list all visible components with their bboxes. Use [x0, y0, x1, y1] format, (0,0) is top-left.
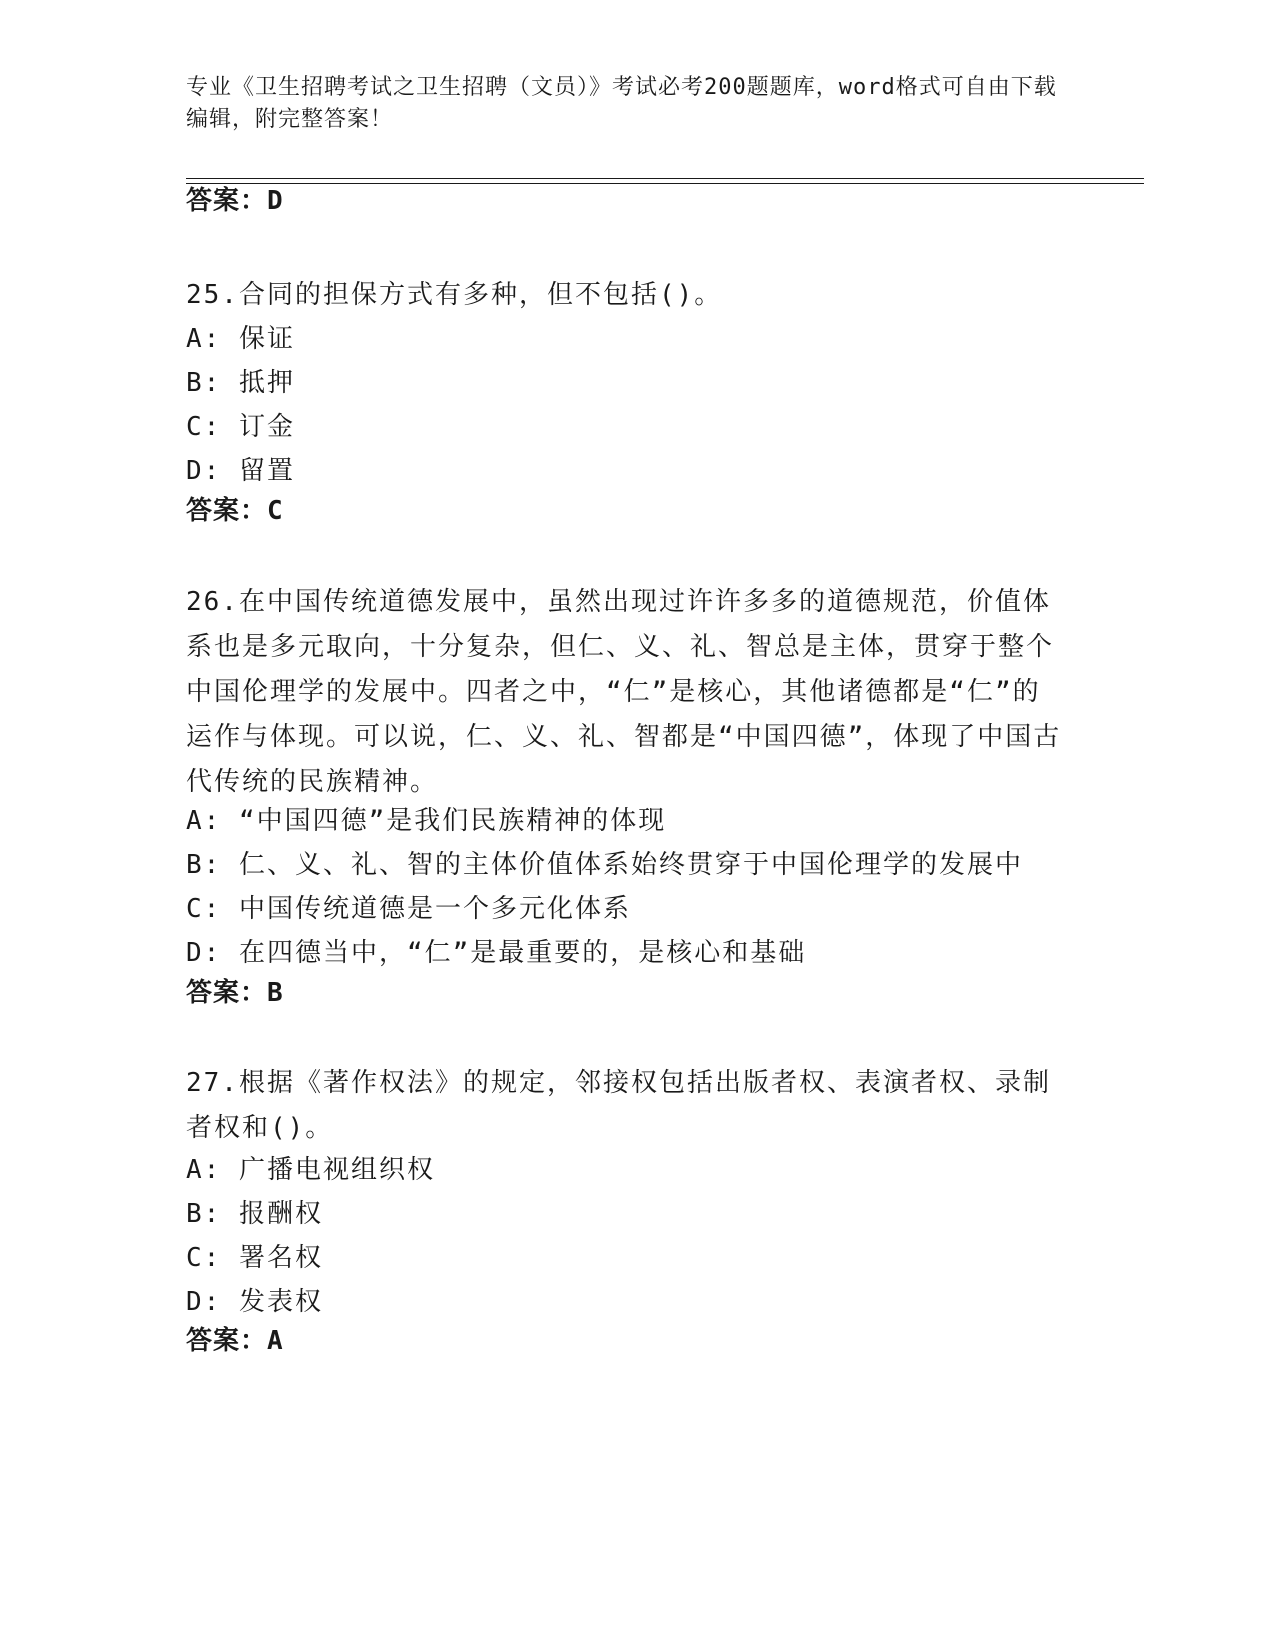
answer-label: 答案： — [186, 496, 268, 526]
option-c: C: 订金 — [186, 412, 295, 442]
option-b: B: 抵押 — [186, 368, 295, 398]
answer-line — [186, 1324, 284, 1358]
option-d: D: 在四德当中，“仁”是最重要的，是核心和基础 — [186, 938, 807, 968]
question-stem: 27.根据《著作权法》的规定，邻接权包括出版者权、表演者权、录制者权和()。 — [186, 1068, 1051, 1143]
option-a: A: 广播电视组织权 — [186, 1155, 435, 1185]
answer-label: 答案： — [186, 186, 268, 216]
answer-label: 答案： — [186, 1326, 268, 1356]
question-stem: 26.在中国传统道德发展中，虽然出现过许许多多的道德规范，价值体系也是多元取向，十分复杂，但仁、义、礼、智总是主体，贯穿于整个中国伦理学的发展中。四者之中，“仁”是核心，其他诸德都是“仁”的运作与体现。可以说，仁、义、礼、智都是“中国四德”，体现了中国古代传统的民族精神。 — [186, 587, 1062, 797]
answer-value: B — [267, 978, 284, 1008]
option-c: C: 中国传统道德是一个多元化体系 — [186, 894, 631, 924]
option-a: A: “中国四德”是我们民族精神的体现 — [186, 806, 667, 836]
question-stem: 25.合同的担保方式有多种，但不包括()。 — [186, 280, 723, 310]
answer-value: D — [267, 186, 284, 216]
answer-line — [186, 976, 284, 1010]
header-divider-bottom — [186, 183, 1144, 184]
option-b: B: 报酬权 — [186, 1199, 323, 1229]
header-divider-top — [186, 178, 1144, 179]
option-d: D: 留置 — [186, 456, 295, 486]
answer-line — [186, 184, 284, 218]
option-c: C: 署名权 — [186, 1243, 323, 1273]
option-a: A: 保证 — [186, 324, 295, 354]
answer-value: A — [267, 1326, 284, 1356]
answer-line — [186, 494, 284, 528]
option-b: B: 仁、义、礼、智的主体价值体系始终贯穿于中国伦理学的发展中 — [186, 850, 1023, 880]
answer-label: 答案： — [186, 978, 268, 1008]
option-d: D: 发表权 — [186, 1287, 323, 1317]
document-header: 专业《卫生招聘考试之卫生招聘（文员）》考试必考200题题库，word格式可自由下载编辑，附完整答案！ — [186, 75, 1057, 132]
answer-value: C — [267, 496, 284, 526]
